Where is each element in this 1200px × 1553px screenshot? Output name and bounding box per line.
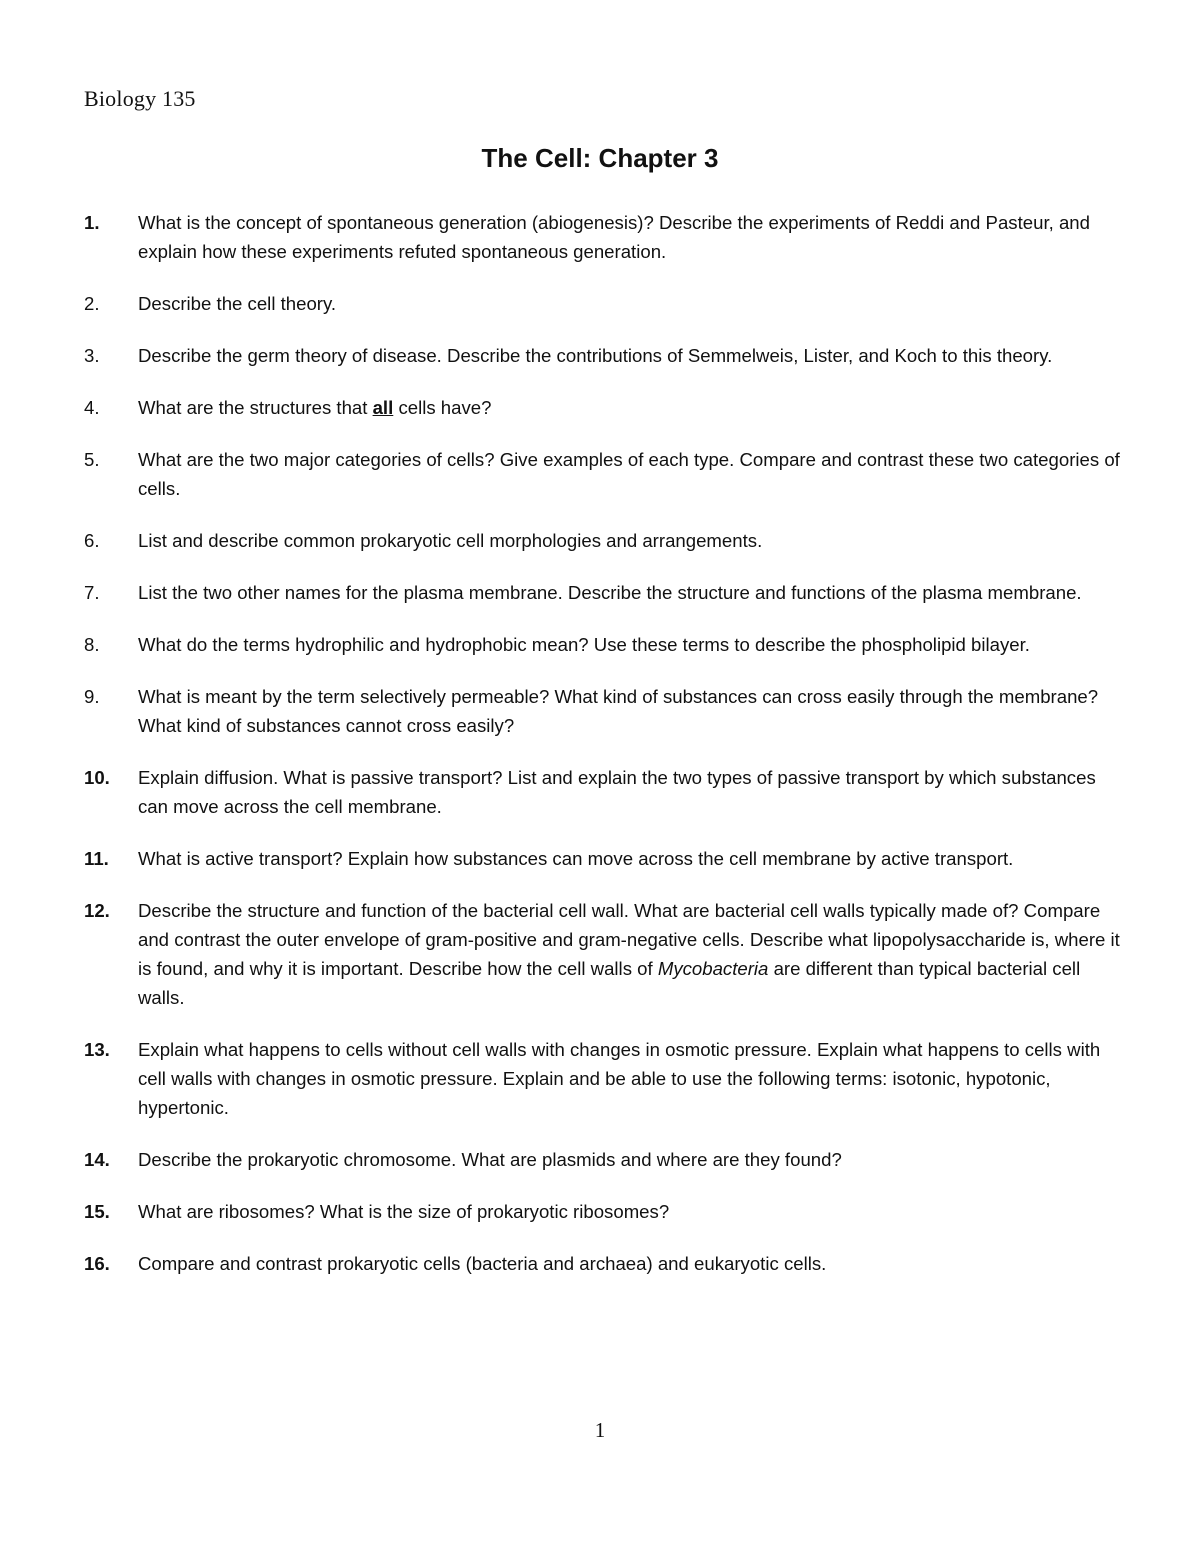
page-number: 1	[594, 1418, 606, 1442]
question-number: 5.	[84, 449, 100, 470]
question-text: Explain diffusion. What is passive transport? List and explain the two types of passive transport by which substances can move across the cell membrane.	[138, 767, 1096, 817]
question-text	[138, 900, 1120, 1008]
page-title: The Cell: Chapter 3	[481, 143, 719, 173]
question-text: What are ribosomes? What is the size of prokaryotic ribosomes?	[138, 1201, 670, 1222]
question-text: What is active transport? Explain how substances can move across the cell membrane by active transport.	[138, 848, 1014, 869]
question-number: 4.	[84, 397, 100, 418]
italic-term: Mycobacteria	[657, 958, 769, 979]
question-number: 9.	[84, 686, 100, 707]
question-text: Explain what happens to cells without cell walls with changes in osmotic pressure. Explain what happens to cells with cell walls with changes in osmotic pressure. Explain and be able to use the following terms: isotonic, hypotonic, hypertonic.	[138, 1039, 1101, 1118]
question-item	[84, 289, 1124, 318]
question-text: What is the concept of spontaneous generation (abiogenesis)? Describe the experiments of Reddi and Pasteur, and explain how these experiments refuted spontaneous generation.	[138, 212, 1090, 262]
question-text-after: cells have?	[393, 397, 492, 418]
question-text-after: are different than typical bacterial cell walls.	[138, 958, 1081, 1008]
question-item	[84, 763, 1124, 821]
question-list	[84, 208, 1124, 1301]
question-number: 2.	[84, 293, 100, 314]
question-item	[84, 393, 1124, 422]
question-number: 7.	[84, 582, 100, 603]
question-number: 14.	[84, 1149, 110, 1170]
question-number: 15.	[84, 1201, 110, 1222]
question-item	[84, 341, 1124, 370]
question-item	[84, 208, 1124, 266]
question-text: What are the two major categories of cells? Give examples of each type. Compare and contrast these two categories of cells.	[138, 449, 1120, 499]
question-item	[84, 896, 1124, 1012]
emphasis-all: all	[372, 397, 394, 418]
question-text: Describe the prokaryotic chromosome. What are plasmids and where are they found?	[138, 1149, 842, 1170]
question-text: List and describe common prokaryotic cell morphologies and arrangements.	[138, 530, 763, 551]
question-item	[84, 844, 1124, 873]
question-text-before: Describe the structure and function of the bacterial cell wall. What are bacterial cell walls typically made of? Compare and contrast the outer envelope of gram-positive and gram-negative cells. Describe what lipopolysaccharide is, where it is found, and why it is important. Describe how the cell walls of	[138, 900, 1120, 979]
question-text: What is meant by the term selectively permeable? What kind of substances can cross easily through the membrane? What kind of substances cannot cross easily?	[138, 686, 1099, 736]
question-item	[84, 682, 1124, 740]
question-number: 1.	[84, 212, 100, 233]
question-number: 8.	[84, 634, 100, 655]
question-item	[84, 1145, 1124, 1174]
question-number: 3.	[84, 345, 100, 366]
question-number: 11.	[84, 848, 109, 869]
question-text-before: What are the structures that	[138, 397, 373, 418]
question-text: What do the terms hydrophilic and hydrophobic mean? Use these terms to describe the phospholipid bilayer.	[138, 634, 1030, 655]
question-number: 12.	[84, 900, 110, 921]
course-name: Biology 135	[84, 86, 196, 111]
question-text	[138, 397, 491, 418]
question-item	[84, 630, 1124, 659]
question-item	[84, 1249, 1124, 1278]
question-number: 6.	[84, 530, 100, 551]
question-item	[84, 445, 1124, 503]
question-number: 16.	[84, 1253, 110, 1274]
question-number: 10.	[84, 767, 110, 788]
question-item	[84, 1197, 1124, 1226]
question-text: Compare and contrast prokaryotic cells (bacteria and archaea) and eukaryotic cells.	[138, 1253, 827, 1274]
question-text: Describe the germ theory of disease. Describe the contributions of Semmelweis, Lister, and Koch to this theory.	[138, 345, 1053, 366]
question-item	[84, 1035, 1124, 1122]
question-number: 13.	[84, 1039, 110, 1060]
question-text: Describe the cell theory.	[138, 293, 337, 314]
question-text: List the two other names for the plasma membrane. Describe the structure and functions of the plasma membrane.	[138, 582, 1082, 603]
question-item	[84, 578, 1124, 607]
question-item	[84, 526, 1124, 555]
